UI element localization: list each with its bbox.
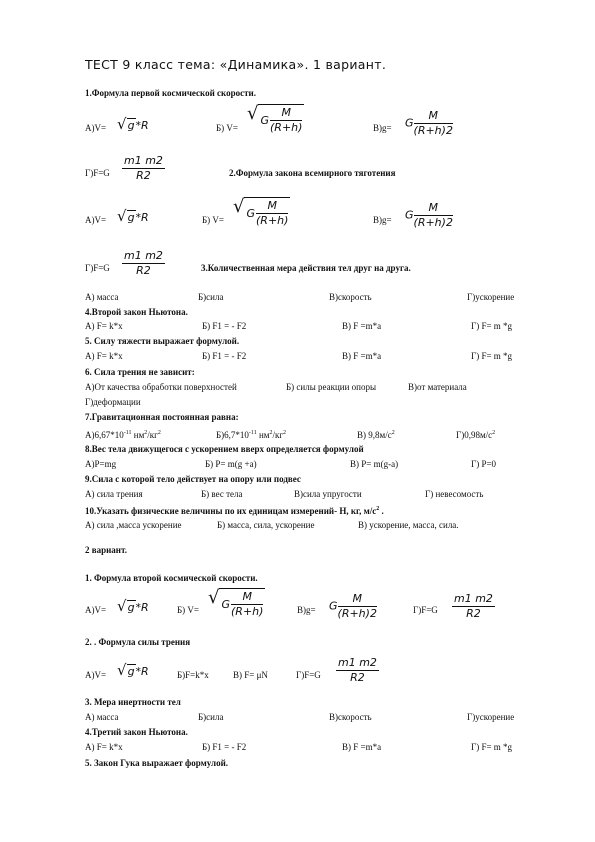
v2-q4-option-d: Г) F= m *g bbox=[471, 742, 513, 752]
v2-q3-text: 3. Мера инертности тел bbox=[85, 697, 181, 707]
q1-option-a-label: А)V= bbox=[85, 123, 107, 133]
v2-q1-option-d-label: Г)F=G bbox=[413, 605, 438, 615]
v2-q4-option-b: Б) F1 = - F2 bbox=[202, 742, 247, 752]
q6-text: 6. Сила трения не зависит: bbox=[85, 367, 195, 377]
v2-q1-option-b-formula: √ G $\frac{M}{(R+h)}$ bbox=[208, 587, 264, 618]
q8-option-d: Г) P=0 bbox=[471, 459, 497, 469]
page-title: ТЕСТ 9 класс тема: «Динамика». 1 вариант. bbox=[85, 57, 387, 72]
q9-option-b: Б) вес тела bbox=[201, 489, 243, 499]
v2-q2-option-b: Б)F=k*x bbox=[177, 670, 209, 680]
q4-option-b: Б) F1 = - F2 bbox=[202, 321, 247, 331]
v2-q1-text: 1. Формула второй космической скорости. bbox=[85, 573, 258, 583]
q2-option-c-label: В)g= bbox=[373, 215, 392, 225]
v2-q3-option-b: Б)сила bbox=[198, 712, 224, 722]
q2-option-b-formula: √ G $\frac{M}{(R+h)}$ bbox=[233, 196, 289, 227]
v2-q1-option-a-formula: √ g *R bbox=[117, 597, 149, 615]
q1-text: 1.Формула первой космической скорости. bbox=[85, 88, 256, 98]
v2-q5-text: 5. Закон Гука выражает формулой. bbox=[85, 758, 229, 768]
v2-q1-option-b-label: Б) V= bbox=[177, 605, 199, 615]
v2-q4-option-c: В) F =m*a bbox=[342, 742, 382, 752]
q10-text: 10.Указать физические величины по их единицам измерений- Н, кг, $м/с^2$ . bbox=[85, 506, 384, 516]
q1-option-a-formula: √ g *R bbox=[117, 115, 149, 133]
v2-q2-option-d-formula: $\frac{m1 m2}{R2}$ bbox=[338, 656, 377, 684]
q7-text: 7.Гравитационная постоянная равна: bbox=[85, 412, 239, 422]
q1-option-c-formula: G $\frac{M}{(R+h)2}$ bbox=[405, 109, 453, 137]
q6-option-d: Г)деформации bbox=[85, 397, 141, 407]
q2-option-b-label: Б) V= bbox=[202, 215, 224, 225]
q2-option-d-label: Г)F=G bbox=[85, 263, 110, 273]
q2-text: 2.Формула закона всемирного тяготения bbox=[229, 168, 396, 178]
q4-option-c: В) F =m*a bbox=[342, 321, 382, 331]
q7-option-d: $Г)0,98м/с^2$ bbox=[456, 430, 496, 440]
q7-option-b: $Б)6,7*10^{-11}$ $нм^2/кг^2$ bbox=[216, 430, 287, 440]
v2-q1-option-c-formula: G $\frac{M}{(R+h)2}$ bbox=[329, 592, 377, 620]
q8-option-a: А)P=mg bbox=[85, 459, 117, 469]
v2-q1-option-a-label: А)V= bbox=[85, 605, 107, 615]
q3-option-b: Б)сила bbox=[198, 292, 224, 302]
v2-q3-option-d: Г)ускорение bbox=[467, 712, 515, 722]
q5-option-c: В) F =m*a bbox=[342, 351, 382, 361]
v2-q2-option-a-label: А)V= bbox=[85, 670, 107, 680]
q4-option-d: Г) F= m *g bbox=[471, 321, 513, 331]
q9-option-c: В)сила упругости bbox=[294, 489, 362, 499]
q1-option-d-label: Г)F=G bbox=[85, 168, 110, 178]
q6-option-b: Б) силы реакции опоры bbox=[286, 382, 377, 392]
q9-text: 9.Сила с которой тело действует на опору или подвес bbox=[85, 474, 301, 484]
q6-option-c: В)от материала bbox=[408, 382, 467, 392]
q6-option-a: А)От качества обработки поверхностей bbox=[85, 382, 237, 392]
q5-option-a: А) F= k*x bbox=[85, 351, 123, 361]
q10-option-a: А) сила ,масса ускорение bbox=[85, 520, 182, 530]
q1-option-d-formula: $\frac{m1 m2}{R2}$ bbox=[124, 154, 163, 182]
q7-option-c: В) $9,8м/с^2$ bbox=[357, 430, 395, 440]
q10-option-b: Б) масса, сила, ускорение bbox=[217, 520, 315, 530]
q8-option-b: Б) P= m(g +a) bbox=[205, 459, 257, 469]
variant-2-heading: 2 вариант. bbox=[85, 545, 127, 555]
q5-option-d: Г) F= m *g bbox=[471, 351, 513, 361]
q8-text: 8.Вес тела движущегося с ускорением вверх определяется формулой bbox=[85, 444, 364, 454]
q2-option-d-formula: $\frac{m1 m2}{R2}$ bbox=[124, 249, 163, 277]
q4-option-a: А) F= k*x bbox=[85, 321, 123, 331]
q7-option-a: $А)6,67*10^{-11}$ $нм^2/кг^2$ bbox=[85, 430, 161, 440]
v2-q1-option-c-label: В)g= bbox=[297, 605, 316, 615]
q1-option-b-label: Б) V= bbox=[216, 123, 238, 133]
q2-option-a-formula: √ g *R bbox=[117, 207, 149, 225]
v2-q2-option-a-formula: √ g *R bbox=[117, 661, 149, 679]
v2-q2-text: 2. . Формула силы трения bbox=[85, 637, 191, 647]
v2-q2-option-d-label: Г)F=G bbox=[296, 670, 321, 680]
v2-q3-option-c: В)скорость bbox=[329, 712, 372, 722]
q8-option-c: В) P= m(g-a) bbox=[350, 459, 399, 469]
q3-option-d: Г)ускорение bbox=[467, 292, 515, 302]
q3-option-c: В)скорость bbox=[329, 292, 372, 302]
q2-option-c-formula: G $\frac{M}{(R+h)2}$ bbox=[405, 201, 453, 229]
v2-q2-option-c: В) F= μN bbox=[233, 670, 268, 680]
q3-option-a: А) масса bbox=[85, 292, 119, 302]
q1-option-c-label: В)g= bbox=[373, 123, 392, 133]
v2-q4-text: 4.Третий закон Ньютона. bbox=[85, 727, 188, 737]
q2-option-a-label: А)V= bbox=[85, 215, 107, 225]
q9-option-d: Г) невесомость bbox=[425, 489, 484, 499]
v2-q3-option-a: А) масса bbox=[85, 712, 119, 722]
q1-option-b-formula: √ G $\frac{M}{(R+h)}$ bbox=[247, 103, 303, 134]
q4-text: 4.Второй закон Ньютона. bbox=[85, 307, 188, 317]
v2-q1-option-d-formula: $\frac{m1 m2}{R2}$ bbox=[454, 592, 493, 620]
q5-option-b: Б) F1 = - F2 bbox=[202, 351, 247, 361]
q5-text: 5. Силу тяжести выражает формулой. bbox=[85, 336, 240, 346]
v2-q4-option-a: А) F= k*x bbox=[85, 742, 123, 752]
q10-option-c: В) ускорение, масса, сила. bbox=[358, 520, 459, 530]
q3-text: 3.Количественная мера действия тел друг на друга. bbox=[201, 263, 411, 273]
q9-option-a: А) сила трения bbox=[85, 489, 143, 499]
